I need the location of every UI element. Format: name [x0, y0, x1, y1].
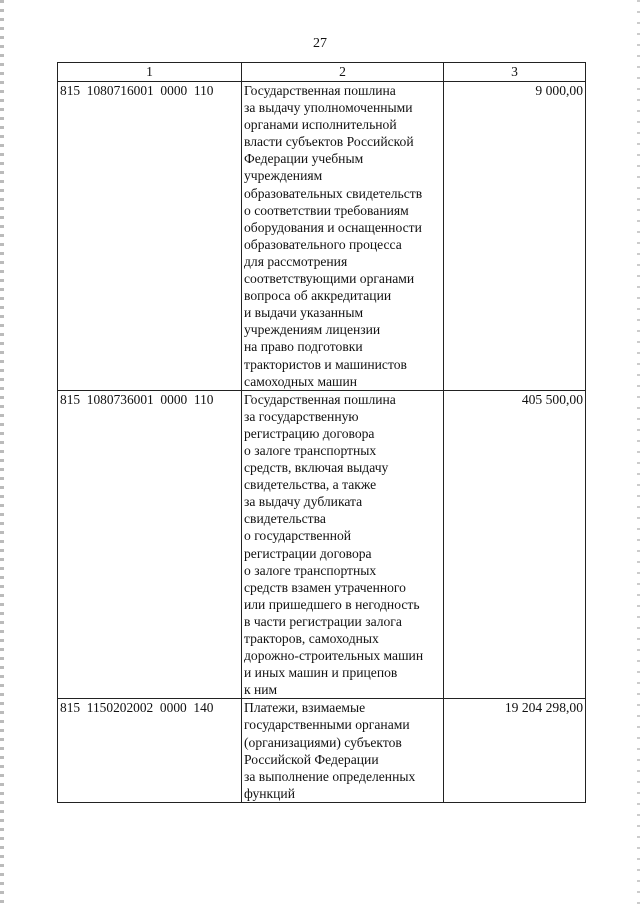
- budget-code: 815 1080736001 0000 110: [58, 390, 242, 699]
- income-description: Государственная пошлина за государственную регистрацию договора о залоге транспортных средств, включая выдачу свидетельства, а также за выдачу дубликата свидетельства о государственной регистрации договора о залоге транспортных средств взамен утраченного или пришедшего в негодность в части регистрации залога тракторов, самоходных дорожно-строительных машин и иных машин и прицепов к ним: [242, 390, 444, 699]
- amount: 19 204 298,00: [444, 699, 586, 803]
- page-number: 27: [313, 36, 327, 51]
- table-row: [58, 82, 586, 391]
- column-header-2: 2: [242, 63, 444, 82]
- scan-edge-left: [0, 0, 4, 905]
- budget-code: 815 1150202002 0000 140: [58, 699, 242, 803]
- column-header-1: 1: [58, 63, 242, 82]
- table-row: [58, 699, 586, 803]
- amount: 405 500,00: [444, 390, 586, 699]
- income-description: Государственная пошлина за выдачу уполномоченными органами исполнительной власти субъектов Российской Федерации учебным учреждениям образовательных свидетельств о соответствии требованиям оборудования и оснащенности образовательного процесса для рассмотрения соответствующими органами вопроса об аккредитации и выдачи указанным учреждениям лицензии на право подготовки трактористов и машинистов самоходных машин: [242, 82, 444, 391]
- table-row: [58, 390, 586, 699]
- header-row: [58, 63, 586, 82]
- budget-table: [57, 62, 586, 803]
- column-header-3: 3: [444, 63, 586, 82]
- income-description: Платежи, взимаемые государственными органами (организациями) субъектов Российской Федерации за выполнение определенных функций: [242, 699, 444, 803]
- amount: 9 000,00: [444, 82, 586, 391]
- budget-code: 815 1080716001 0000 110: [58, 82, 242, 391]
